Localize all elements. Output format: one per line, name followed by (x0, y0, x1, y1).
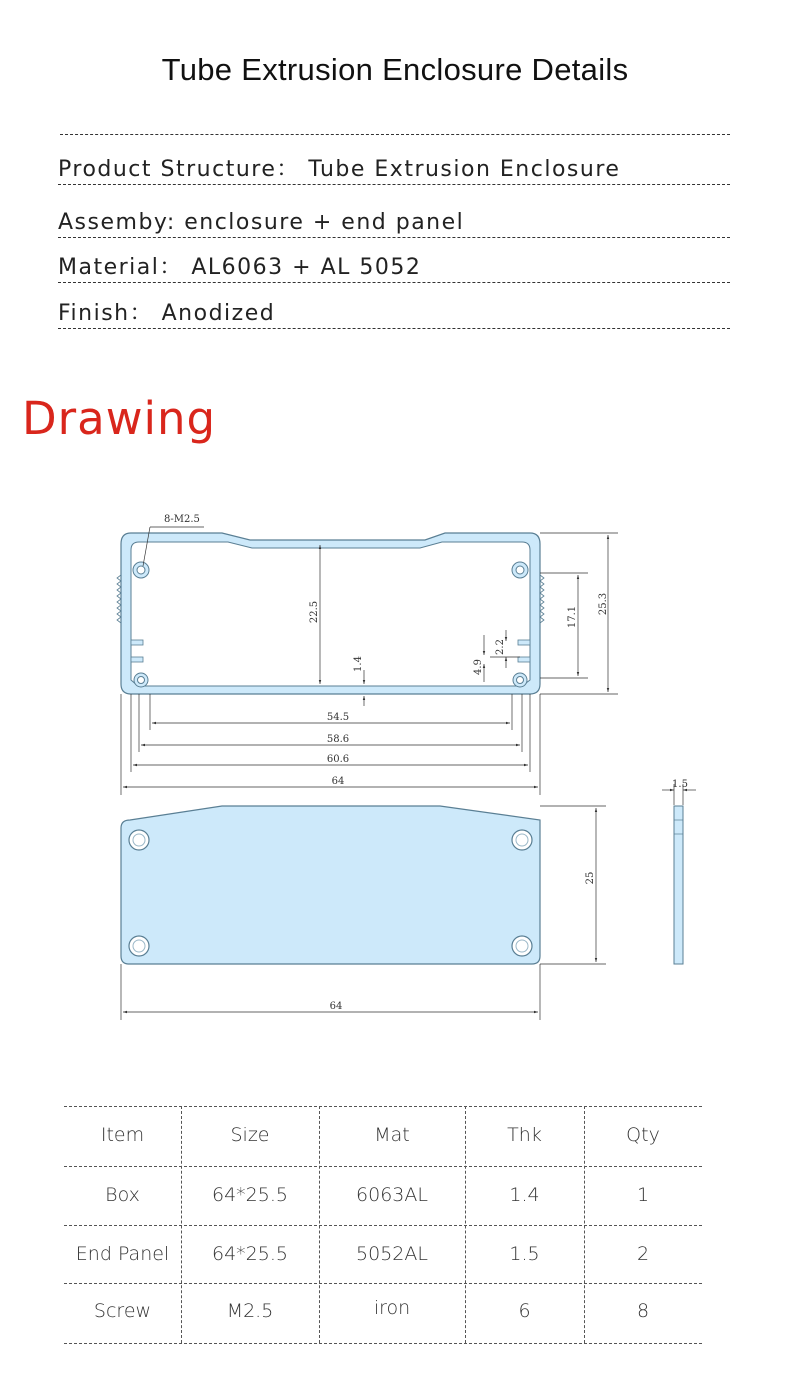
table-border (64, 1166, 702, 1167)
table-header: Qty (626, 1124, 660, 1146)
table-cell: 2 (636, 1243, 650, 1265)
table-cell: M2.5 (226, 1300, 274, 1322)
table-border (64, 1343, 702, 1344)
table-header: Size (230, 1124, 270, 1146)
table-cell: 6063AL (356, 1184, 428, 1206)
panel-side-view (674, 806, 683, 964)
table-cell: 8 (636, 1300, 650, 1322)
dim-w1: 54.5 (326, 712, 350, 723)
table-header: Mat (374, 1124, 410, 1146)
dim-panel-height: 25 (585, 871, 596, 885)
table-header: Item (100, 1124, 145, 1146)
dim-rail-a: 4.9 (473, 659, 484, 675)
table-border (64, 1225, 702, 1226)
technical-drawing (0, 480, 790, 1050)
dim-w4: 64 (331, 776, 345, 787)
page-title: Tube Extrusion Enclosure Details (161, 52, 629, 87)
table-cell: 64*25.5 (212, 1184, 288, 1206)
table-cell: 5052AL (356, 1243, 428, 1265)
table-border (64, 1283, 702, 1284)
table-border (64, 1106, 702, 1107)
dim-panel-width: 64 (329, 1001, 343, 1012)
table-cell: 1.5 (509, 1243, 540, 1265)
dim-panel-thickness: 1.5 (672, 779, 688, 790)
spec-product-structure: Product Structure： Tube Extrusion Enclosure (58, 156, 730, 185)
table-cell: 1 (636, 1184, 650, 1206)
table-cell: 6 (518, 1300, 531, 1322)
table-cell: iron (373, 1297, 411, 1319)
dim-inner-height: 22.5 (309, 600, 320, 624)
dim-wall: 1.4 (353, 656, 364, 672)
table-cell: End Panel (75, 1243, 170, 1265)
drawing-heading: Drawing (22, 392, 217, 445)
table-cell: Screw (93, 1300, 152, 1322)
dim-w3: 60.6 (326, 754, 350, 765)
spec-material: Material： AL6063 + AL 5052 (58, 254, 730, 283)
table-cell: 1.4 (509, 1184, 540, 1206)
dim-screw: 8-M2.5 (164, 514, 200, 525)
table-cell: 64*25.5 (212, 1243, 288, 1265)
spec-divider (60, 134, 730, 135)
dim-w2: 58.6 (326, 734, 350, 745)
dim-rail-b: 2.2 (495, 639, 506, 655)
spec-assembly: Assemby: enclosure + end panel (58, 209, 730, 238)
table-header: Thk (507, 1124, 542, 1146)
dim-overall-height: 25.3 (598, 592, 609, 616)
dim-slot-height: 17.1 (567, 605, 578, 629)
end-panel (121, 806, 540, 964)
table-cell: Box (105, 1184, 140, 1206)
spec-finish: Finish： Anodized (58, 300, 730, 329)
